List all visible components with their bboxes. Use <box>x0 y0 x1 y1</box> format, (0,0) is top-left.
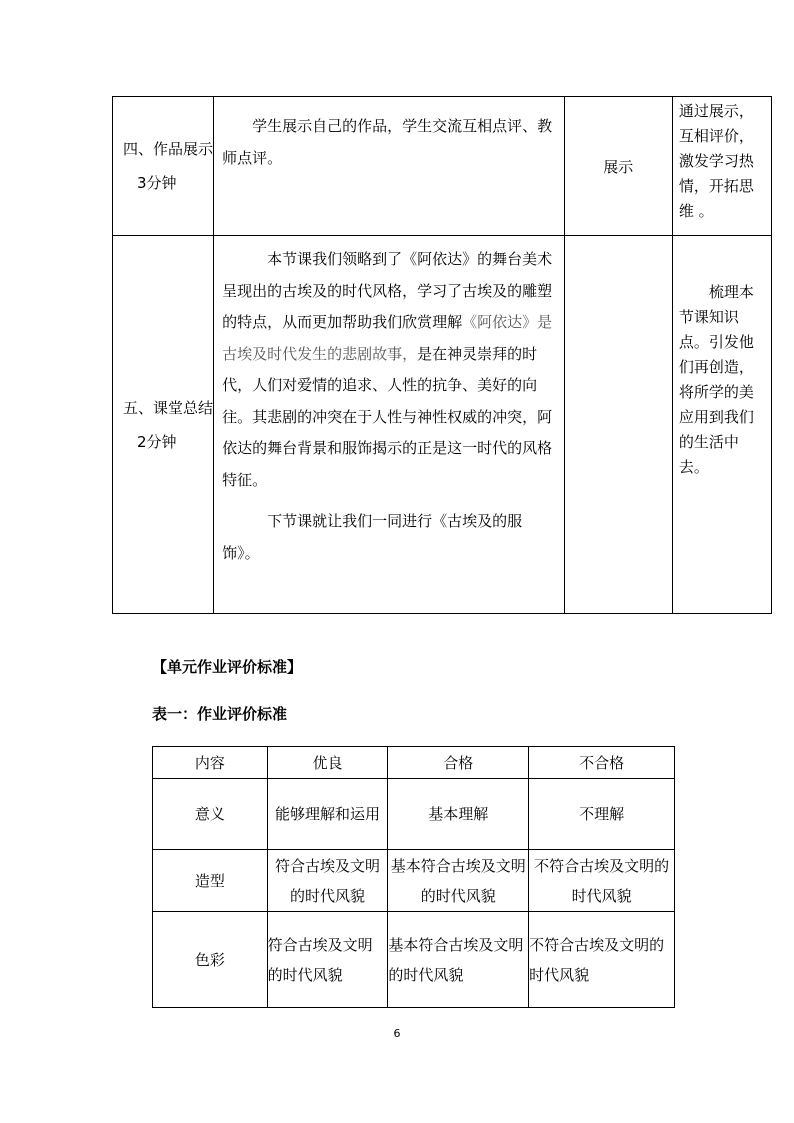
table-cell: 符合古埃及文明的时代风貌 <box>267 912 388 1008</box>
table-heading: 表一：作业评价标准 <box>152 705 288 723</box>
table-cell: 不符合古埃及文明的时代风貌 <box>529 849 675 911</box>
table-cell: 不符合古埃及文明的时代风貌 <box>529 912 675 1008</box>
table-cell: 基本符合古埃及文明的时代风貌 <box>388 912 529 1008</box>
method-cell <box>564 236 672 614</box>
table-cell: 意义 <box>153 779 268 850</box>
stage-title: 五、课堂总结 <box>123 398 214 417</box>
table-cell: 造型 <box>153 849 268 911</box>
table-row <box>153 912 675 1008</box>
stage-cell <box>113 97 214 236</box>
table-header-row <box>153 747 675 779</box>
table-cell: 能够理解和运用 <box>267 779 388 850</box>
table-cell: 不理解 <box>529 779 675 850</box>
content-text: 本节课我们领略到了《阿依达》的舞台美术呈现出的古埃及的时代风格，学习了古埃及的雕塑的特点，从而更加帮助我们欣赏理解 <box>222 250 553 331</box>
content-text: 是在神灵崇拜的时代，人们对爱情的追求、人性的抗争、美好的向往。其悲剧的冲突在于人性与神性权威的冲突，阿依达的舞台背景和服饰揭示的正是这一时代的风格特征。 <box>222 344 553 489</box>
table-cell: 基本符合古埃及文明的时代风貌 <box>388 849 529 911</box>
table-row <box>153 779 675 850</box>
content-paragraph: 下节课就让我们一同进行《古埃及的服饰》。 <box>222 512 523 562</box>
purpose-cell: 梳理本节课知识点。引发他们再创造，将所学的美应用到我们的生活中去。 <box>672 236 771 614</box>
header-cell: 内容 <box>153 747 268 779</box>
content-text: 《阿依达》是古埃及时代发生的悲剧故事， <box>222 313 553 363</box>
lesson-table <box>112 96 772 614</box>
table-cell: 符合古埃及文明的时代风貌 <box>267 849 388 911</box>
header-cell: 合格 <box>388 747 529 779</box>
table-row <box>113 236 772 614</box>
stage-time: 3分钟 <box>137 174 177 192</box>
table-row <box>113 97 772 236</box>
evaluation-table <box>152 746 675 1008</box>
content-cell <box>214 97 565 236</box>
header-cell: 不合格 <box>529 747 675 779</box>
stage-title: 四、作品展示 <box>123 140 214 158</box>
method-cell: 展示 <box>564 97 672 236</box>
table-cell: 基本理解 <box>388 779 529 850</box>
stage-time: 2分钟 <box>137 432 177 451</box>
content-cell <box>214 236 565 614</box>
section-heading: 【单元作业评价标准】 <box>152 658 303 676</box>
content-paragraph: 学生展示自己的作品，学生交流互相点评、教师点评。 <box>222 117 553 167</box>
table-row <box>153 849 675 911</box>
content-paragraph <box>222 244 558 496</box>
stage-cell <box>113 236 214 614</box>
page-number: 6 <box>393 1027 401 1040</box>
table-cell: 色彩 <box>153 912 268 1008</box>
header-cell: 优良 <box>267 747 388 779</box>
purpose-cell: 通过展示，互相评价，激发学习热情，开拓思维 。 <box>672 97 771 236</box>
